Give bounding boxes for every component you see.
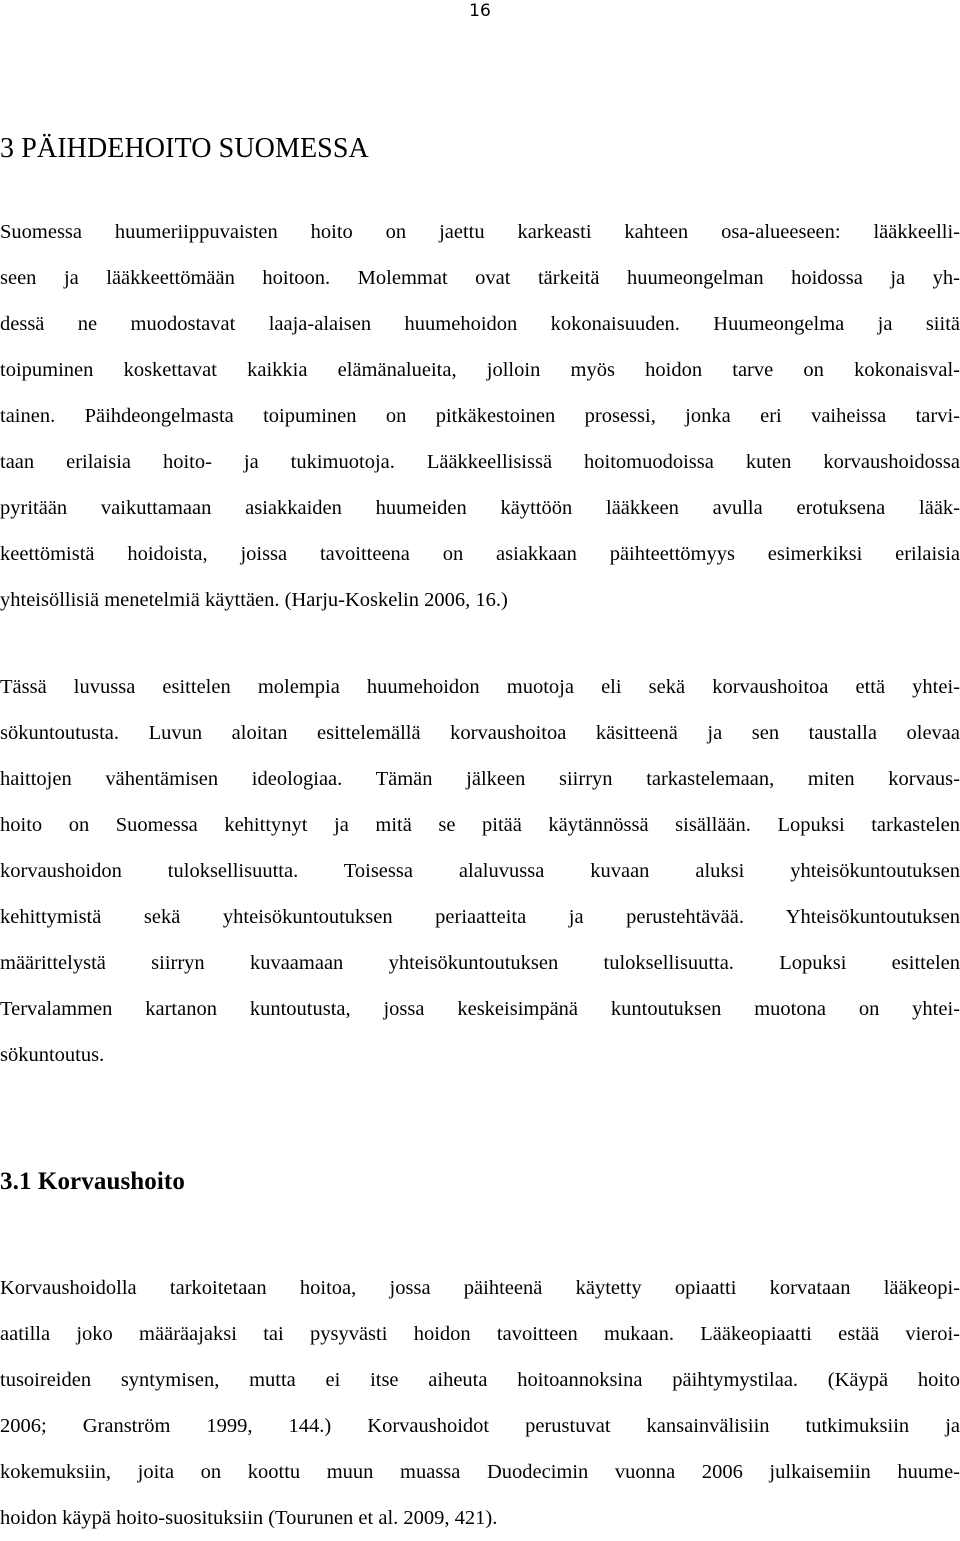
text-line: 2006; Granström 1999, 144.) Korvaushoidot perustuvat kansainvälisiin tutkimuksiin ja (0, 1415, 960, 1437)
text-line: Korvaushoidolla tarkoitetaan hoitoa, jossa päihteenä käytetty opiaatti korvataan lääkeopi- (0, 1277, 960, 1299)
text-line: hoito on Suomessa kehittynyt ja mitä se pitää käytännössä sisällään. Lopuksi tarkastelen (0, 814, 960, 836)
text-line: toipuminen koskettavat kaikkia elämänalueita, jolloin myös hoidon tarve on kokonaisval- (0, 359, 960, 381)
text-line: kehittymistä sekä yhteisökuntoutuksen periaatteita ja perustehtävää. Yhteisökuntoutuksen (0, 906, 960, 928)
text-line: kokemuksiin, joita on koottu muun muassa Duodecimin vuonna 2006 julkaisemiin huume- (0, 1461, 960, 1483)
text-line: haittojen vähentämisen ideologiaa. Tämän jälkeen siirryn tarkastelemaan, miten korvaus- (0, 768, 960, 790)
text-line: tusoireiden syntymisen, mutta ei itse aiheuta hoitoannoksina päihtymystilaa. (Käypä hoito (0, 1369, 960, 1391)
text-line: hoidon käypä hoito-suosituksiin (Tourunen et al. 2009, 421). (0, 1507, 498, 1529)
paragraph-intro (0, 209, 960, 623)
text-line: yhteisöllisiä menetelmiä käyttäen. (Harju-Koskelin 2006, 16.) (0, 589, 508, 611)
text-line: korvaushoidon tuloksellisuutta. Toisessa alaluvussa kuvaan aluksi yhteisökuntoutuksen (0, 860, 960, 882)
text-line: seen ja lääkkeettömään hoitoon. Molemmat ovat tärkeitä huumeongelman hoidossa ja yh- (0, 267, 960, 289)
paragraph-chapter-overview (0, 664, 960, 1078)
text-line: Tervalammen kartanon kuntoutusta, jossa keskeisimpänä kuntoutuksen muotona on yhtei- (0, 998, 960, 1020)
page-number: 16 (469, 1, 491, 21)
paragraph-korvaushoito (0, 1265, 960, 1541)
text-line: Tässä luvussa esittelen molempia huumehoidon muotoja eli sekä korvaushoitoa että yhtei- (0, 676, 960, 698)
text-line: määrittelystä siirryn kuvaamaan yhteisökuntoutuksen tuloksellisuutta. Lopuksi esittelen (0, 952, 960, 974)
text-line: Suomessa huumeriippuvaisten hoito on jaettu karkeasti kahteen osa-alueeseen: lääkkeelli- (0, 221, 960, 243)
text-line: aatilla joko määräajaksi tai pysyvästi hoidon tavoitteen mukaan. Lääkeopiaatti estää vieroi- (0, 1323, 960, 1345)
text-line: tainen. Päihdeongelmasta toipuminen on pitkäkestoinen prosessi, jonka eri vaiheissa tarvi- (0, 405, 960, 427)
text-line: dessä ne muodostavat laaja-alaisen huumehoidon kokonaisuuden. Huumeongelma ja siitä (0, 313, 960, 335)
text-line: taan erilaisia hoito- ja tukimuotoja. Lääkkeellisissä hoitomuodoissa kuten korvaushoidossa (0, 451, 960, 473)
text-line: sökuntoutusta. Luvun aloitan esittelemällä korvaushoitoa käsitteenä ja sen taustalla olevaa (0, 722, 960, 744)
text-line: keettömistä hoidoista, joissa tavoitteena on asiakkaan päihteettömyys esimerkiksi erilaisia (0, 543, 960, 565)
text-line: pyritään vaikuttamaan asiakkaiden huumeiden käyttöön lääkkeen avulla erotuksena lääk- (0, 497, 960, 519)
chapter-heading: 3 PÄIHDEHOITO SUOMESSA (0, 133, 369, 164)
section-heading: 3.1 Korvaushoito (0, 1168, 185, 1195)
text-line: sökuntoutus. (0, 1044, 105, 1066)
